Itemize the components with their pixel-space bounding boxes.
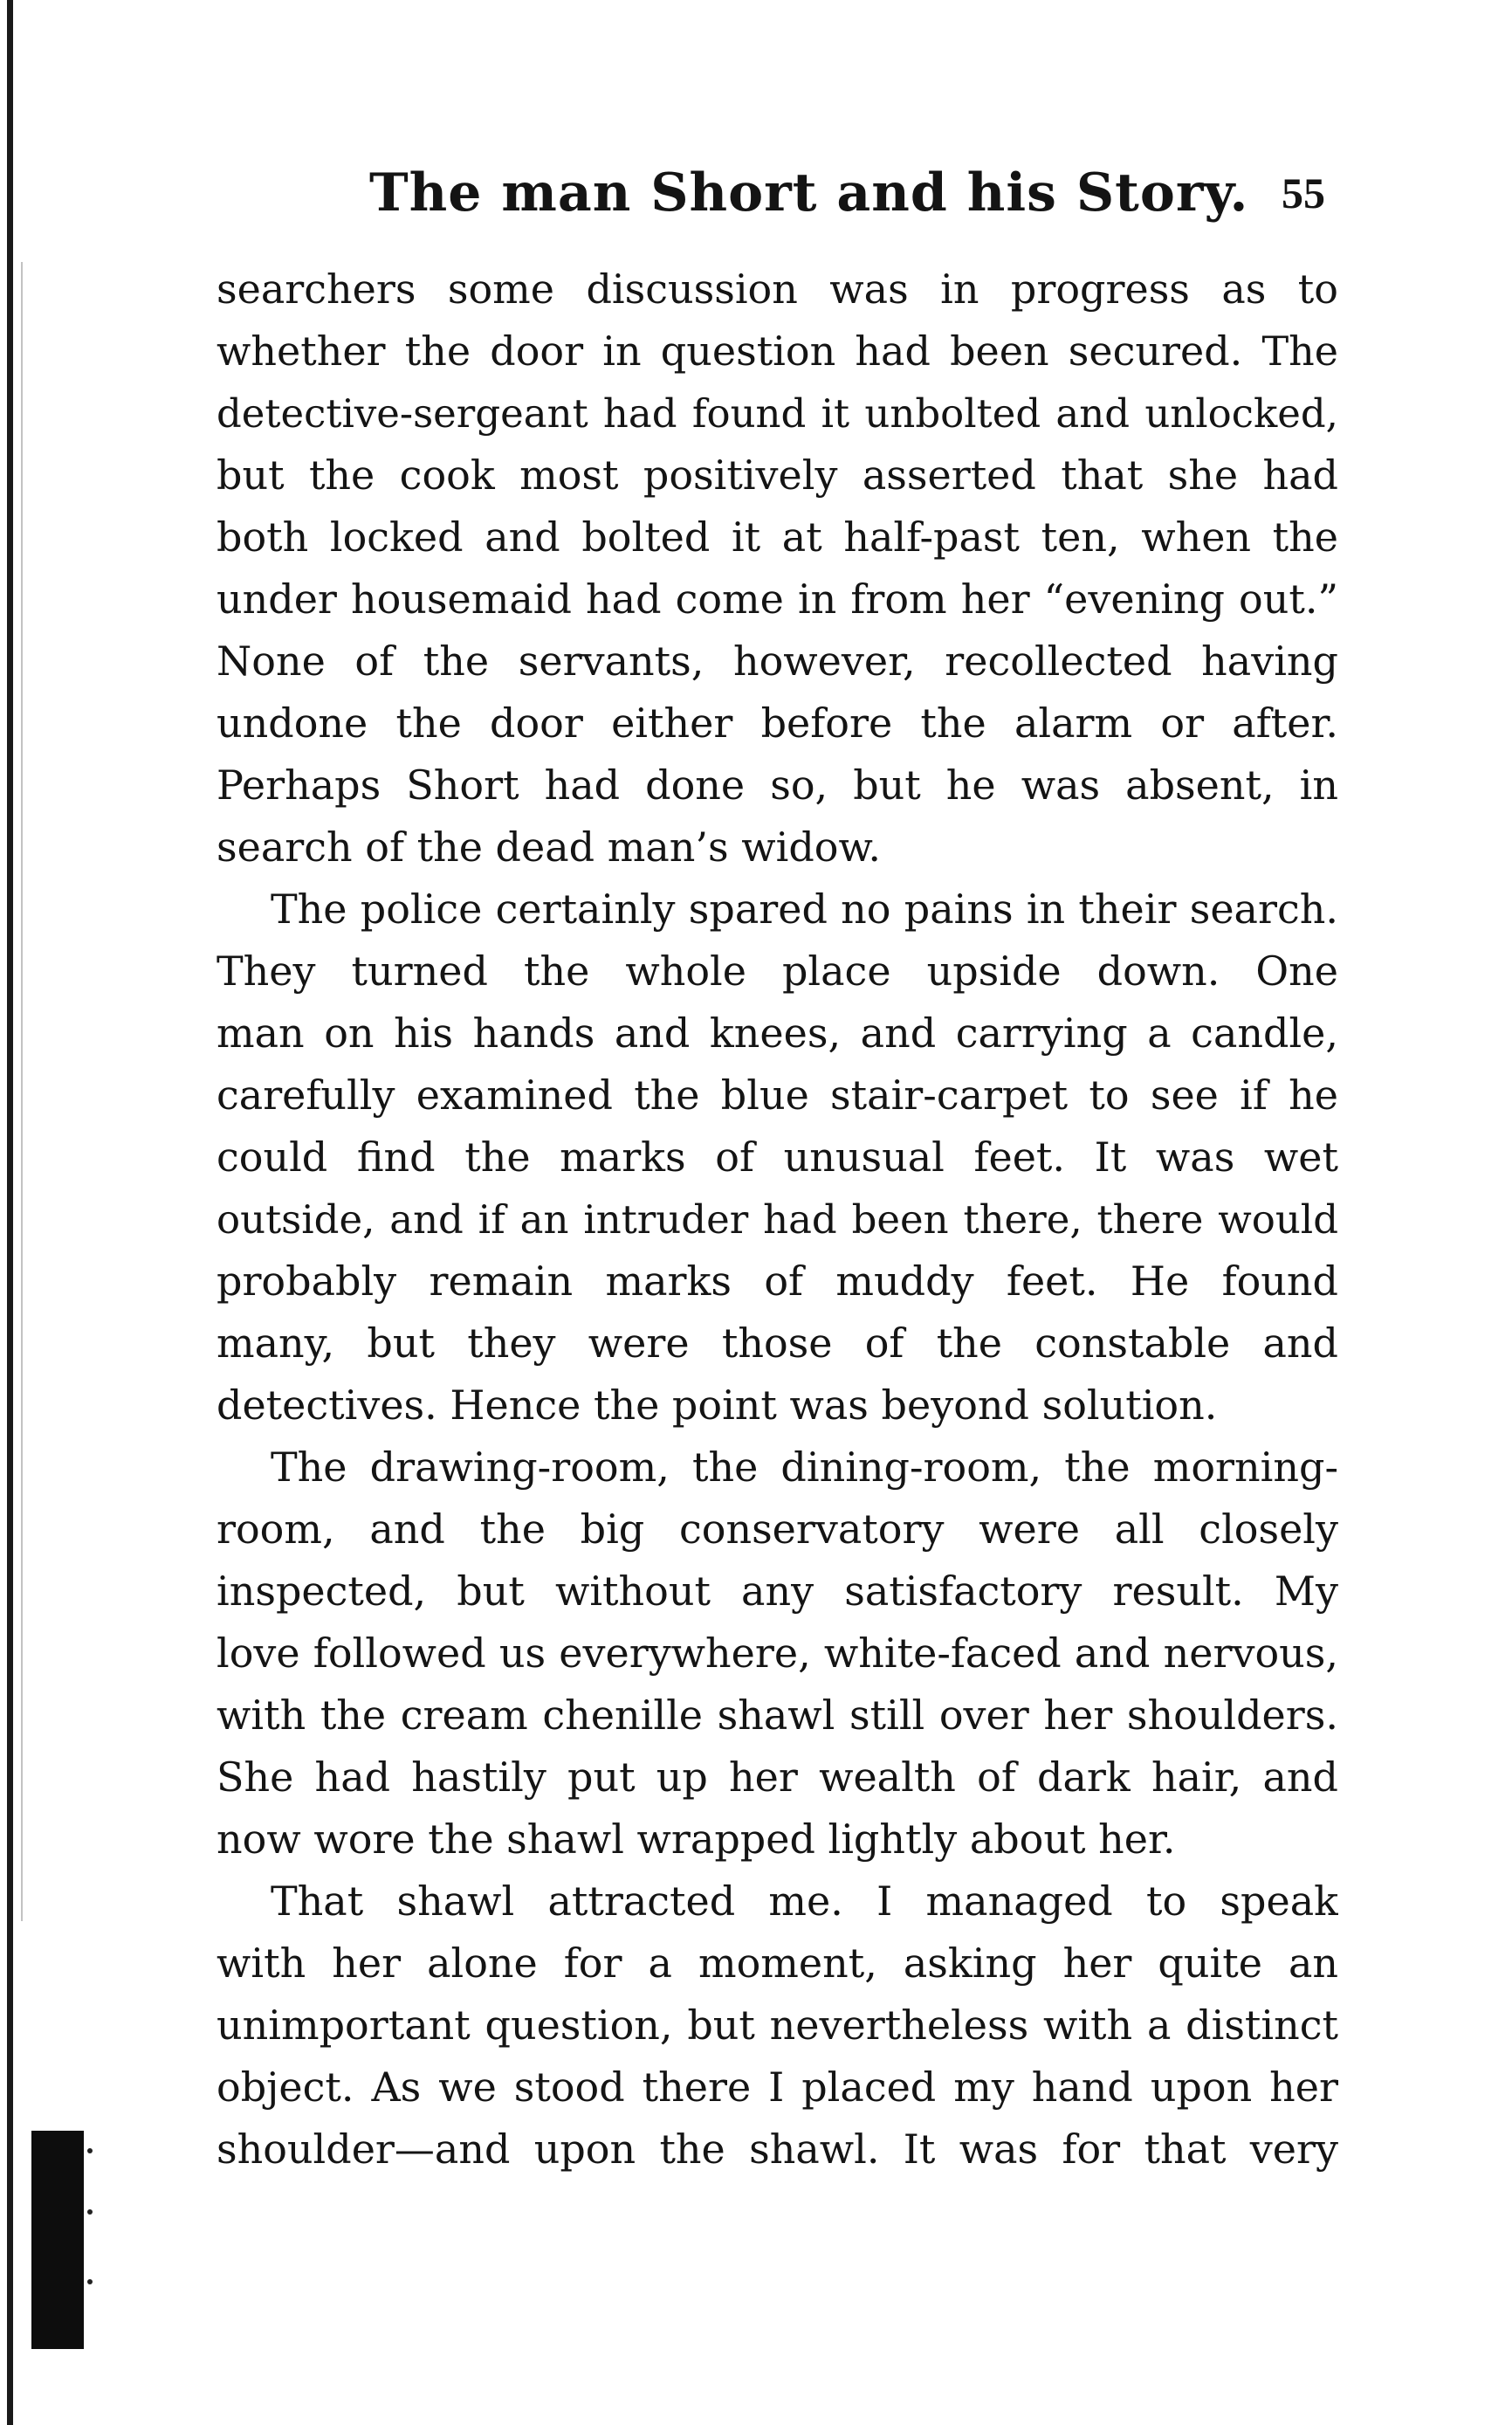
text-line: object. As we stood there I placed my hand upon her <box>216 2063 1338 2111</box>
text-line: inspected, but without any satisfactory result. My <box>216 1567 1338 1615</box>
binding-speck <box>87 2148 93 2153</box>
text-line: She had hastily put up her wealth of dark hair, and <box>216 1753 1338 1801</box>
text-line: searchers some discussion was in progress as to <box>216 265 1338 313</box>
text-line: shoulder—and upon the shawl. It was for that very <box>216 2125 1338 2173</box>
text-line: now wore the shawl wrapped lightly about her. <box>216 1815 1176 1863</box>
binding-mark <box>31 2131 84 2349</box>
text-line: The police certainly spared no pains in their search. <box>271 885 1338 933</box>
text-line: undone the door either before the alarm or after. <box>216 699 1338 747</box>
paragraph <box>216 1870 1338 2180</box>
text-line: They turned the whole place upside down. One <box>216 947 1338 995</box>
binding-edge <box>7 0 13 2425</box>
text-line: detective-sergeant had found it unbolted and unlocked, <box>216 390 1338 437</box>
text-line: room, and the big conservatory were all closely <box>216 1505 1338 1553</box>
text-line: with her alone for a moment, asking her quite an <box>216 1939 1338 1987</box>
text-line: That shawl attracted me. I managed to speak <box>271 1877 1338 1925</box>
text-line: love followed us everywhere, white-faced and nervous, <box>216 1629 1338 1677</box>
running-head <box>216 154 1325 232</box>
running-title: The man Short and his Story. <box>369 162 1249 224</box>
binding-speck <box>87 2209 93 2215</box>
text-line: None of the servants, however, recollected having <box>216 637 1338 685</box>
paragraph <box>216 1436 1338 1870</box>
text-line: with the cream chenille shawl still over her shoulders. <box>216 1691 1338 1739</box>
text-line: man on his hands and knees, and carrying a candle, <box>216 1009 1338 1057</box>
text-line: outside, and if an intruder had been there, there would <box>216 1196 1338 1243</box>
binding-speck <box>87 2279 93 2284</box>
text-line: whether the door in question had been secured. The <box>216 327 1338 375</box>
text-line: carefully examined the blue stair-carpet to see if he <box>216 1071 1338 1119</box>
text-line: detectives. Hence the point was beyond solution. <box>216 1381 1218 1429</box>
text-line: under housemaid had come in from her “evening out.” <box>216 575 1338 623</box>
body-text <box>216 258 1338 2180</box>
text-line: The drawing-room, the dining-room, the morning- <box>271 1443 1338 1491</box>
text-line: Perhaps Short had done so, but he was absent, in <box>216 761 1338 809</box>
text-line: many, but they were those of the constable and <box>216 1319 1338 1367</box>
text-line: but the cook most positively asserted that she had <box>216 451 1338 499</box>
paragraph <box>216 878 1338 1436</box>
text-line: unimportant question, but nevertheless with a distinct <box>216 2001 1338 2049</box>
text-line: both locked and bolted it at half-past ten, when the <box>216 513 1338 561</box>
page-number: 55 <box>1282 169 1325 217</box>
binding-shadow <box>21 262 23 1921</box>
paragraph <box>216 258 1338 878</box>
text-line: probably remain marks of muddy feet. He found <box>216 1257 1338 1305</box>
text-line: could find the marks of unusual feet. It was wet <box>216 1133 1338 1181</box>
text-line: search of the dead man’s widow. <box>216 823 881 871</box>
